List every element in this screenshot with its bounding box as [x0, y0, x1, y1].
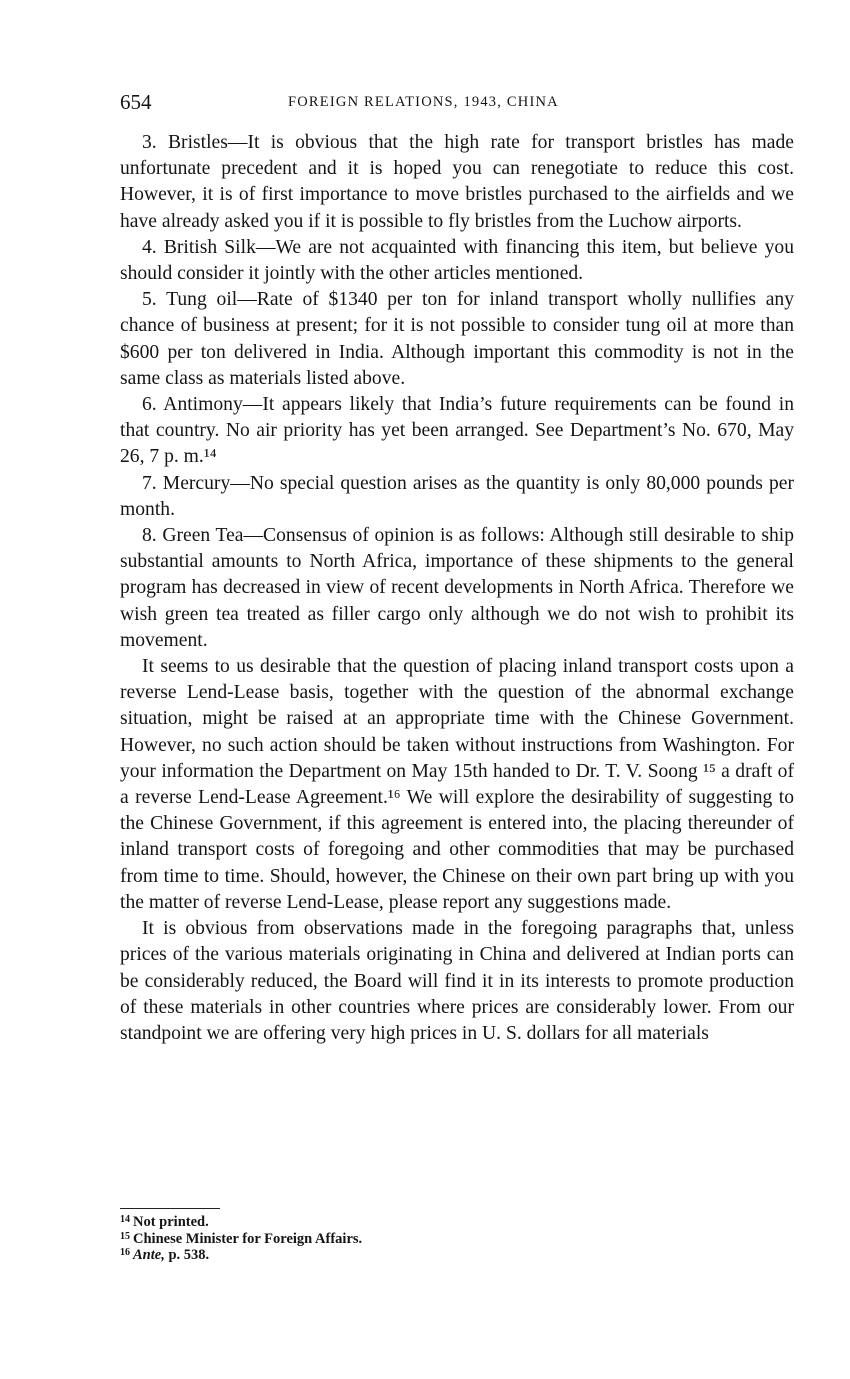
footnote-divider [120, 1208, 220, 1209]
footnote-number: 15 [120, 1230, 130, 1242]
body-text [120, 130, 794, 1047]
paragraph-british-silk: 4. British Silk—We are not acquainted with financing this item, but believe you should consider it jointly with the other articles mentioned. [120, 236, 794, 285]
page-header [120, 90, 796, 114]
paragraph-tung-oil: 5. Tung oil—Rate of $1340 per ton for inland transport wholly nullifies any chance of business at present; for it is not possible to consider tung oil at more than $600 per ton delivered in India. Although important this commodity is not in the same class as materials listed above. [120, 289, 794, 389]
paragraph-bristles: 3. Bristles—It is obvious that the high rate for transport bristles has made unfortunate precedent and it is hoped you can renegotiate to reduce this cost. However, it is of first importance to move bristles purchased to the airfields and we have already asked you if it is possible to fly bristles from the Luchow airports. [120, 132, 794, 232]
paragraph-green-tea: 8. Green Tea—Consensus of opinion is as follows: Although still desirable to ship substantial amounts to North Africa, importance of these shipments to the general program has decreased in view of recent developments in North Africa. Therefore we wish green tea treated as filler cargo only although we do not wish to prohibit its movement. [120, 525, 794, 651]
footnote-text: Not printed. [133, 1214, 209, 1230]
paragraph-prices: It is obvious from observations made in the foregoing paragraphs that, unless prices of the various materials originating in China and delivered at Indian ports can be considerably reduced, the Board will find it in its interests to promote production of these materials in other countries where prices are considerably lower. From our standpoint we are offering very high prices in U. S. dollars for all materials [120, 918, 794, 1044]
footnote-number: 14 [120, 1214, 130, 1225]
running-head: FOREIGN RELATIONS, 1943, CHINA [288, 94, 559, 110]
footnote-15 [120, 1231, 794, 1248]
paragraph-antimony: 6. Antimony—It appears likely that India’s future requirements can be found in that country. No air priority has yet been arranged. See Department’s No. 670, May 26, 7 p. m.¹⁴ [120, 394, 794, 468]
footnote-text: p. 538. [164, 1247, 210, 1263]
paragraph-reverse-lend-lease: It seems to us desirable that the question of placing inland transport costs upon a reverse Lend-Lease basis, together with the question of the abnormal exchange situation, might be raised at an appropriate time with the Chinese Government. However, no such action should be taken without instructions from Washington. For your information the Department on May 15th handed to Dr. T. V. Soong ¹⁵ a draft of a reverse Lend-Lease Agreement.¹⁶ We will explore the desirability of suggesting to the Chinese Government, if this agreement is entered into, the placing thereunder of inland transport costs of foregoing and other commodities that may be purchased from time to time. Should, however, the Chinese on their own part bring up with you the matter of reverse Lend-Lease, please report any suggestions made. [120, 656, 794, 913]
footnote-16 [120, 1247, 794, 1264]
footnote-italic-prefix: Ante, [133, 1247, 165, 1263]
footnote-14 [120, 1214, 794, 1231]
paragraph-mercury: 7. Mercury—No special question arises as the quantity is only 80,000 pounds per month. [120, 472, 794, 520]
footnote-text: Chinese Minister for Foreign Affairs. [133, 1230, 363, 1247]
footnotes [120, 1214, 794, 1264]
footnote-number: 16 [120, 1247, 130, 1258]
page-number: 654 [120, 90, 152, 114]
